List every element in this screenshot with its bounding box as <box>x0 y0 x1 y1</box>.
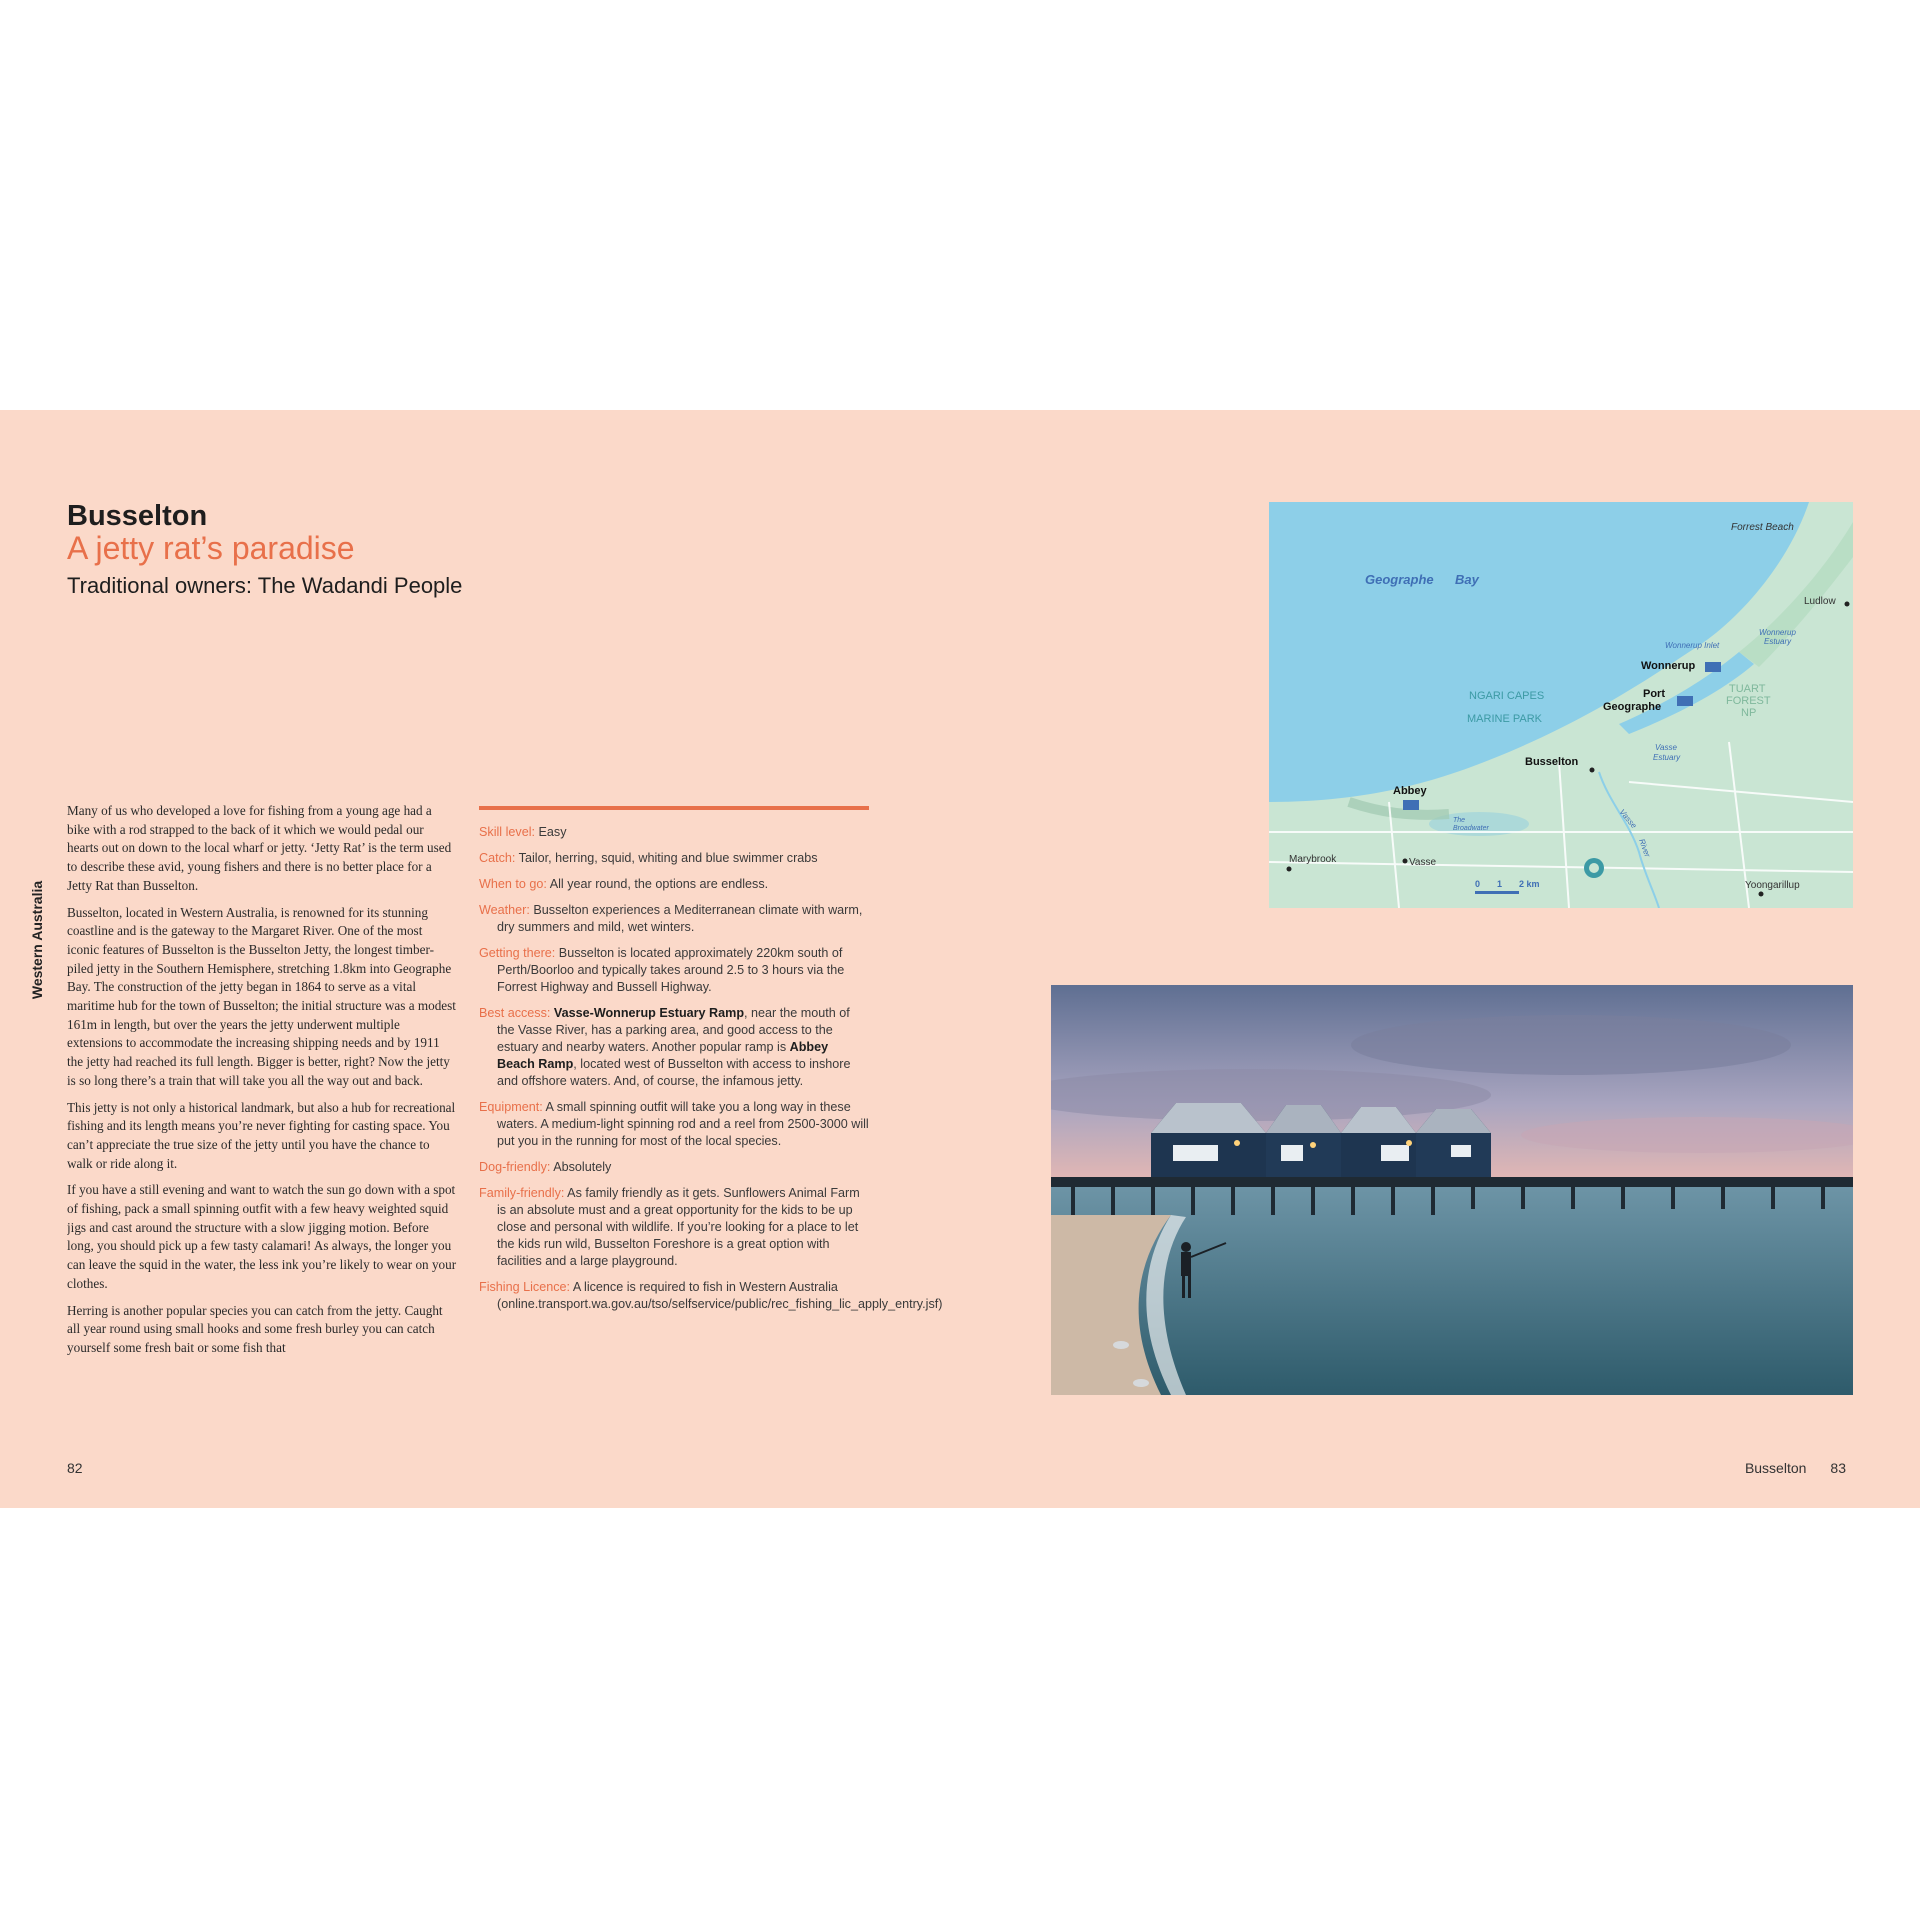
fact-dog-friendly <box>479 1159 869 1176</box>
running-footer-right <box>1721 1460 1846 1476</box>
map-label: Ludlow <box>1804 596 1836 607</box>
town-marker <box>1403 859 1408 864</box>
jetty-deck <box>1051 1177 1853 1187</box>
ramp-name: Abbey Beach Ramp <box>497 1040 829 1071</box>
busselton-jetty-photo <box>1051 985 1853 1395</box>
fact-text: , located west of Busselton with access to inshore and offshore waters. And, of course, the infamous jetty. <box>497 1057 851 1088</box>
scale-label: 0 <box>1475 879 1481 889</box>
fact-text: Tailor, herring, squid, whiting and blue swimmer crabs <box>515 851 818 865</box>
town-marker <box>1759 892 1764 897</box>
map-graphic <box>1269 502 1853 908</box>
map-label: Broadwater <box>1453 825 1489 832</box>
map-label: Vasse <box>1617 807 1639 831</box>
fact-fishing-licence <box>479 1279 943 1313</box>
fact-weather <box>479 902 869 936</box>
fact-label: Best access: <box>479 1006 551 1020</box>
map-label: Busselton <box>1525 756 1579 768</box>
fact-divider <box>479 806 869 810</box>
map-label: FOREST <box>1726 695 1771 707</box>
fact-text: Absolutely <box>550 1160 612 1174</box>
town-marker <box>1845 602 1850 607</box>
fact-when <box>479 876 869 893</box>
map-label: NGARI CAPES <box>1469 690 1545 702</box>
town-marker <box>1590 768 1595 773</box>
fact-label: Dog-friendly: <box>479 1160 551 1174</box>
scale-label: 2 km <box>1519 879 1540 889</box>
map-label: Estuary <box>1764 637 1792 646</box>
map-label: Bay <box>1455 572 1479 587</box>
boat-ramp-icon <box>1705 662 1721 672</box>
fact-label: Fishing Licence: <box>479 1280 571 1294</box>
fact-label: Getting there: <box>479 946 556 960</box>
page-title: Busselton <box>67 500 208 532</box>
map-label: Abbey <box>1393 785 1427 797</box>
fact-text: A small spinning outfit will take you a long way in these waters. A medium-light spinning rod and a reel from 2500-3000 will put you in the running for most of the local species. <box>497 1100 869 1148</box>
map-label: Vasse <box>1409 857 1437 868</box>
fact-text: Busselton is located approximately 220km south of Perth/Boorloo and typically takes around 2.5 to 3 hours via the Forrest Highway and Bussell Highway. <box>497 946 845 994</box>
map-label: Yoongarillup <box>1745 880 1800 891</box>
map-label: Wonnerup <box>1759 628 1796 637</box>
location-map <box>1269 502 1853 908</box>
map-label: Estuary <box>1653 753 1681 762</box>
body-paragraph: This jetty is not only a historical landmark, but also a hub for recreational fishing and its length means you’re never fighting for casting space. You can’t appreciate the true size of the jetty until you have the chance to walk or ride along it. <box>67 1099 456 1171</box>
fact-text: All year round, the options are endless. <box>546 877 769 891</box>
map-label: River <box>1637 837 1652 859</box>
map-label: MARINE PARK <box>1467 713 1542 725</box>
cloud <box>1351 1015 1791 1075</box>
fact-text: A licence is required to fish in Western Australia (online.transport.wa.gov.au/tso/selfservice/public/rec_fishing_lic_apply_entry.jsf) <box>497 1280 943 1311</box>
map-label: Wonnerup Inlet <box>1665 641 1720 650</box>
page-subtitle: A jetty rat’s paradise <box>67 530 355 566</box>
fact-text: , near the mouth of the Vasse River, has a parking area, and good access to the estuary and nearby waters. Another popular ramp is <box>497 1006 850 1054</box>
book-spread <box>0 410 1920 1508</box>
fact-label: Weather: <box>479 903 530 917</box>
fact-skill <box>479 824 869 841</box>
body-text <box>67 802 457 1394</box>
fact-label: Skill level: <box>479 825 535 839</box>
fact-getting-there <box>479 945 869 996</box>
boat-ramp-icon <box>1403 800 1419 810</box>
fact-label: Catch: <box>479 851 516 865</box>
fact-label: Equipment: <box>479 1100 543 1114</box>
traditional-owners: Traditional owners: The Wadandi People <box>67 573 463 598</box>
fact-label: Family-friendly: <box>479 1186 565 1200</box>
map-label: Vasse <box>1655 743 1677 752</box>
fact-equipment <box>479 1099 869 1150</box>
body-paragraph: If you have a still evening and want to watch the sun go down with a spot of fishing, pack a small spinning outfit with a few heavy weighted squid jigs and cast around the structure with a slow jigging motion. Before long, you should pick up a few tasty calamari! As always, the longer you can leave the squid in the water, the less ink you’re likely to wear on your clothes. <box>67 1182 457 1291</box>
map-label: Geographe <box>1365 572 1434 587</box>
body-paragraph: Herring is another popular species you can catch from the jetty. Caught all year round using small hooks and some fresh burley you can catch yourself some fresh bait or some fish that <box>67 1302 443 1355</box>
town-marker <box>1287 867 1292 872</box>
running-head: Busselton <box>1744 1460 1807 1476</box>
boat-ramp-icon <box>1677 696 1693 706</box>
page-number-left: 82 <box>67 1460 83 1476</box>
scale-label: 1 <box>1497 879 1503 889</box>
map-label: Port <box>1643 688 1665 700</box>
photo-graphic <box>1051 985 1853 1395</box>
sidebar-region-label: Western Australia <box>29 880 45 1000</box>
map-label: The <box>1453 817 1466 824</box>
map-label: Wonnerup <box>1641 660 1696 672</box>
compass-icon-centre <box>1589 863 1599 873</box>
body-paragraph: Busselton, located in Western Australia, is renowned for its stunning coastline and is the gateway to the Margaret River. One of the most iconic features of Busselton is the Busselton Jetty, the longest timber-piled jetty in the Southern Hemisphere, stretching 1.8km into Geographe Bay. The construction of the jetty began in 1864 to serve as a vital maritime hub for the town of Busselton; the initial structure was a modest 161m in length, but over the years the jetty underwent multiple extensions to accommodate the increasing shipping needs and by 1911 the jetty had reached its full length. Bigger is better, right? Now the jetty is so long there’s a train that will take you all the way out and back. <box>67 904 456 1088</box>
map-label: Marybrook <box>1289 854 1337 865</box>
ramp-name: Vasse-Wonnerup Estuary Ramp <box>553 1006 745 1020</box>
fact-text: Busselton experiences a Mediterranean climate with warm, dry summers and mild, wet winters. <box>497 903 863 934</box>
scale-bar <box>1475 891 1519 894</box>
map-label: TUART <box>1729 683 1766 695</box>
fact-best-access <box>479 1005 869 1090</box>
boatsheds <box>1151 1103 1491 1177</box>
fact-text: As family friendly as it gets. Sunflowers Animal Farm is an absolute must and a great opportunity for the kids to be up close and personal with wildlife. If you’re looking for a place to let the kids run wild, Busselton Foreshore is a great option with facilities and a large playground. <box>497 1186 860 1268</box>
fact-label: When to go: <box>479 877 547 891</box>
map-label: NP <box>1741 707 1757 719</box>
fact-catch <box>479 850 869 867</box>
map-label: Geographe <box>1603 701 1662 713</box>
map-label: Forrest Beach <box>1731 522 1794 533</box>
page-number-right: 83 <box>1830 1460 1846 1476</box>
fact-panel <box>479 806 943 1322</box>
body-paragraph: Many of us who developed a love for fishing from a young age had a bike with a rod strapped to the back of it which we would pedal our hearts out on down to the local wharf or jetty. ‘Jetty Rat’ is the term used to describe these avid, young fishers and there is no better place for a Jetty Rat than Busselton. <box>67 803 452 893</box>
fact-family-friendly <box>479 1185 869 1270</box>
fact-text: Easy <box>535 825 567 839</box>
